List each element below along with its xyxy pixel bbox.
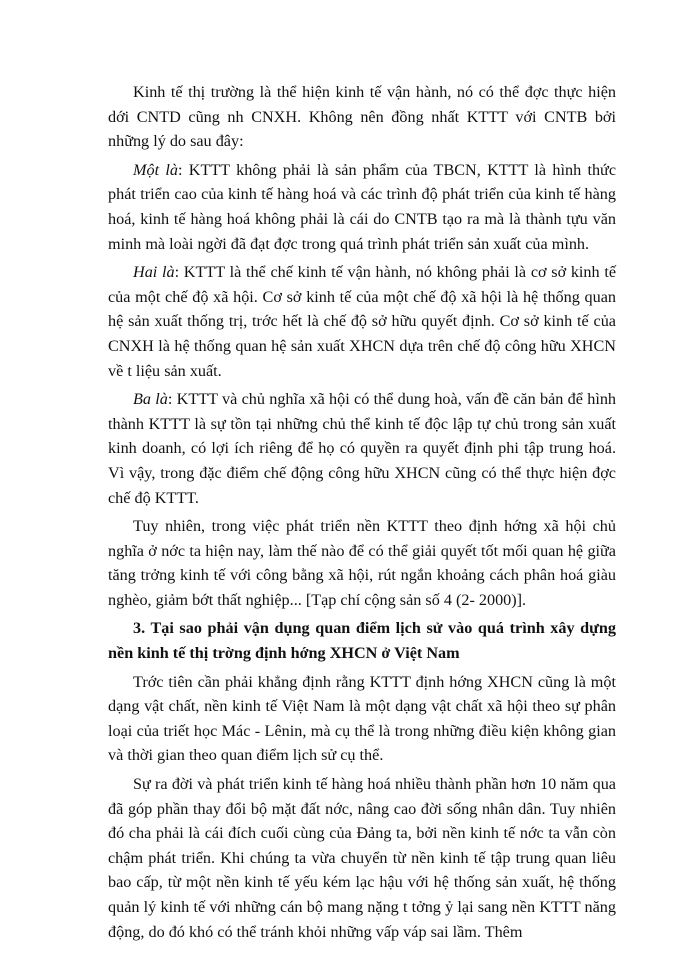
paragraph-text: Tuy nhiên, trong việc phát triển nền KTTT theo định hớng xã hội chủ nghĩa ở nớc ta hiện nay, làm thế nào để có thể giải quyết tốt mối quan hệ giữa tăng trởng kinh tế với công bằng xã hội, rút ngắn khoảng cách phân hoá giàu nghèo, giảm bớt thất nghiệp... [Tạp chí cộng sản số 4 (2- 2000)]. — [108, 517, 616, 609]
paragraph-second-section — [108, 772, 616, 944]
paragraph-text: Kinh tế thị trường là thể hiện kinh tế vận hành, nó có thể đợc thực hiện dới CNTD cũng nh CNXH. Không nên đồng nhất KTTT với CNTB bởi những lý do sau đây: — [108, 83, 616, 151]
paragraph-text: : KTTT không phải là sản phẩm của TBCN, KTTT là hình thức phát triển cao của kinh tế hàng hoá và các trình độ phát triển của kinh tế hàng hoá, kinh tế hàng hoá không phải là cái do CNTB tạo ra mà là thành tựu văn minh mà loài ngời đã đạt đợc trong quá trình phát triển sản xuất của mình. — [108, 160, 616, 253]
paragraph-third-reason — [108, 387, 616, 510]
paragraph-lead: Hai là — [133, 263, 175, 282]
paragraph-text: : KTTT và chủ nghĩa xã hội có thể dung hoà, vấn đề căn bản để hình thành KTTT là sự tồn tại những chủ thể kinh tế độc lập tự chủ trong sản xuất kinh doanh, có lợi ích riêng để họ có quyền ra quyết định phi tập trung hoá. Vì vậy, trong đặc điểm chế động công hữu XHCN cũng có thể thực hiện đợc chế độ KTTT. — [108, 390, 617, 507]
paragraph-text: Sự ra đời và phát triển kinh tế hàng hoá nhiều thành phần hơn 10 năm qua đã góp phần thay đổi bộ mặt đất nớc, nâng cao đời sống nhân dân. Tuy nhiên đó cha phải là cái đích cuối cùng của Đảng ta, bởi nền kinh tế nớc ta vẫn còn chậm phát triển. Khi chúng ta vừa chuyển từ nền kinh tế tập trung quan liêu bao cấp, từ một nền kinh tế yếu kém lạc hậu với hệ thống sản xuất, hệ thống quản lý kinh tế với những cán bộ mang nặng t tởng ỷ lại sang nền KTTT năng động, do đó khó có thể tránh khỏi những vấp váp sai lầm. Thêm — [108, 775, 616, 941]
paragraph-second-reason — [108, 260, 616, 383]
paragraph-however — [108, 514, 616, 612]
paragraph-intro — [108, 80, 616, 154]
paragraph-first-section — [108, 670, 616, 768]
paragraph-first-reason — [108, 158, 616, 256]
paragraph-text: : KTTT là thể chế kinh tế vận hành, nó không phải là cơ sở kinh tế của một chế độ xã hội. Cơ sở kinh tế của một chế độ xã hội là hệ thống quan hệ sản xuất thống trị, trớc hết là chế độ sở hữu quyết định. Cơ sở kinh tế của CNXH là hệ thống quan hệ sản xuất XHCN dựa trên chế độ công hữu XHCN về t liệu sản xuất. — [108, 263, 617, 380]
document-page — [108, 80, 616, 948]
paragraph-lead: Ba là — [133, 390, 168, 409]
section-heading: 3. Tại sao phải vận dụng quan điểm lịch sử vào quá trình xây dựng nền kinh tế thị trờng định hớng XHCN ở Việt Nam — [108, 619, 616, 663]
paragraph-text: Trớc tiên cần phải khẳng định rằng KTTT định hớng XHCN cũng là một dạng vật chất, nền kinh tế Việt Nam là một dạng vật chất xã hội theo sự phân loại của triết học Mác - Lênin, mà cụ thể là trong những điều kiện không gian và thời gian theo quan điểm lịch sử cụ thể. — [108, 672, 616, 765]
paragraph-lead: Một là — [133, 160, 178, 179]
